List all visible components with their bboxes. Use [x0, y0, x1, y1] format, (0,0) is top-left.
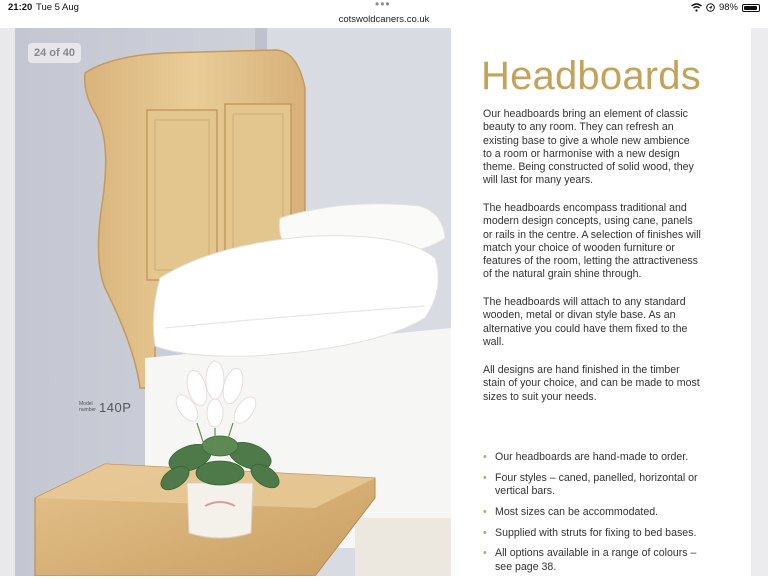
address-bar[interactable] [0, 13, 768, 28]
model-number-caption: Model number [79, 401, 96, 413]
status-date: Tue 5 Aug [36, 2, 79, 13]
page-title: Headboards [481, 54, 701, 98]
document-viewer[interactable] [0, 28, 768, 576]
list-item: • Our headboards are hand-made to order. [483, 451, 713, 464]
url-text[interactable]: cotswoldcaners.co.uk [338, 14, 430, 25]
location-icon [706, 3, 715, 12]
paragraph-intro: Our headboards bring an element of classic beauty to any room. They can refresh an existing base to give a whole new ambience to a room or harmonise with a new design theme. Being constructed of solid wood, they will last for many years. [483, 108, 694, 187]
list-item: • Four styles – caned, panelled, horizontal or vertical bars. [483, 472, 713, 499]
paragraph-finish: All designs are hand finished in the timber stain of your choice, and can be made to most sizes to suit your needs. [483, 364, 700, 403]
list-item: • Supplied with struts for fixing to bed bases. [483, 527, 713, 540]
list-item: • All options available in a range of colours – see page 38. [483, 547, 713, 574]
status-time: 21:20 [8, 2, 33, 13]
status-right [691, 2, 760, 13]
paragraph-design: The headboards encompass traditional and modern design concepts, using cane, panels or rails in the centre. A selection of finishes will match your choice of wooden furniture or features of the room, letting the attractiveness of the natural grain shine through. [483, 202, 701, 281]
multitasking-dots-icon[interactable]: ••• [375, 0, 391, 11]
model-number: 140P [99, 400, 132, 415]
battery-icon [742, 4, 760, 12]
status-bar [0, 0, 768, 14]
bedroom-illustration [15, 28, 451, 576]
page-edge [751, 28, 768, 576]
headboard-photo [15, 28, 451, 576]
paragraph-attach: The headboards will attach to any standard wooden, metal or divan style base. As an alternative you could have them fixed to the wall. [483, 296, 688, 348]
model-number-label [79, 400, 131, 415]
feature-list [483, 451, 713, 582]
text-page [451, 28, 751, 576]
list-item: • Most sizes can be accommodated. [483, 506, 713, 519]
page-counter: 24 of 40 [28, 43, 81, 63]
battery-percent: 98% [718, 2, 738, 13]
wifi-icon [691, 3, 702, 12]
